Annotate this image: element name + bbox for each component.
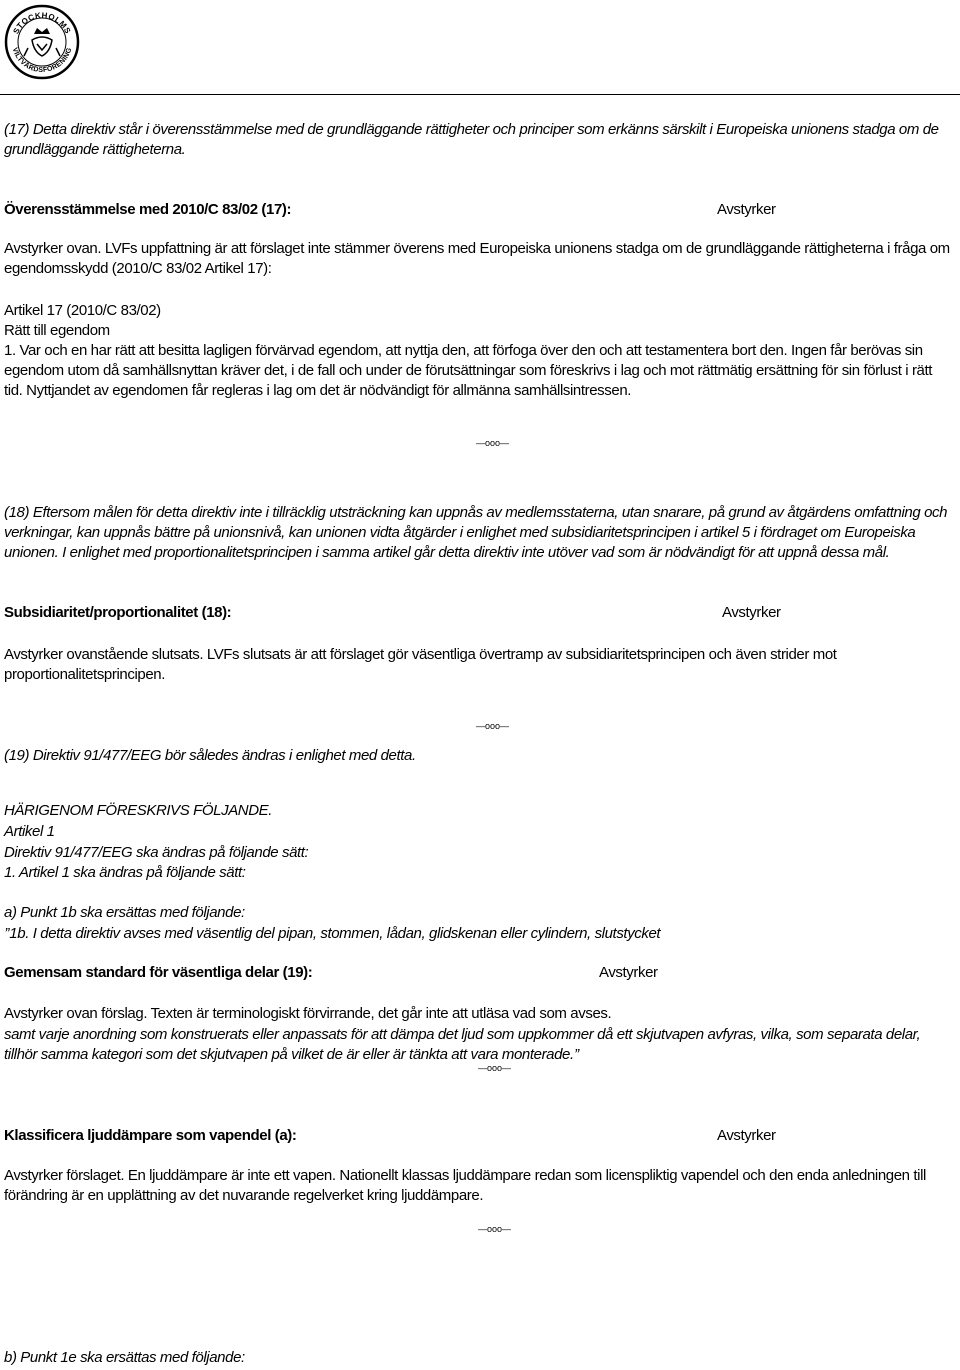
section-a-verdict: Avstyrker bbox=[717, 1127, 776, 1144]
section-19-quote: samt varje anordning som konstruerats eller anpassats för att dämpa det ljud som uppkommer då ett skjutvapen avfyras, vilka, som separata delar, tillhör samma kategori som det skjutvapen på vilket de är eller är tänkta att vara monterade.’’ bbox=[4, 1026, 921, 1063]
article-17-subtitle: Rätt till egendom bbox=[4, 322, 110, 339]
separator: —ooo— bbox=[476, 721, 510, 731]
point-b-title: b) Punkt 1e ska ersättas med följande: bbox=[4, 1349, 245, 1366]
section-17-heading: Överensstämmelse med 2010/C 83/02 (17): bbox=[4, 201, 292, 218]
section-18-heading-row bbox=[4, 603, 954, 623]
recital-17: (17) Detta direktiv står i överensstämmelse med de grundläggande rättigheter och principer som erkänns särskilt i Europeiska unionens stadga om de grundläggande rättigheterna. bbox=[4, 121, 939, 158]
section-a-comment: Avstyrker förslaget. En ljuddämpare är inte ett vapen. Nationellt klassas ljuddämpare redan som licenspliktig vapendel och den enda anledningen till förändring är en upplättning av det nuvarande regelverket kring ljuddämpare. bbox=[4, 1167, 926, 1204]
article-1-amend-line: 1. Artikel 1 ska ändras på följande sätt: bbox=[4, 864, 246, 881]
section-19-verdict: Avstyrker bbox=[599, 964, 658, 981]
association-seal-logo bbox=[4, 4, 80, 80]
article-17-title: Artikel 17 (2010/C 83/02) bbox=[4, 302, 161, 319]
article-1-title: Artikel 1 bbox=[4, 823, 55, 840]
section-18-comment: Avstyrker ovanstående slutsats. LVFs slutsats är att förslaget gör väsentliga övertramp av subsidiaritetsprincipen och även strider mot proportionalitetsprincipen. bbox=[4, 646, 837, 683]
point-a-text: ’’1b. I detta direktiv avses med väsentlig del pipan, stommen, lådan, glidskenan eller cylindern, slutstycket bbox=[4, 925, 661, 942]
logo-bottom-text: VILTVÅRDSFÖRENING bbox=[10, 46, 74, 75]
separator: —ooo— bbox=[478, 1224, 512, 1234]
point-a-title: a) Punkt 1b ska ersättas med följande: bbox=[4, 904, 245, 921]
section-a-heading: Klassificera ljuddämpare som vapendel (a): bbox=[4, 1127, 297, 1144]
separator: —ooo— bbox=[476, 438, 510, 448]
article-17-text: 1. Var och en har rätt att besitta lagligen förvärvad egendom, att nyttja den, att förfoga över den och att testamentera bort den. Ingen får berövas sin egendom utom då samhällsnyttan kräver det, i de fall och under de förutsättningar som föreskrivs i lag och mot rättmätig ersättning för sin förlust i rätt tid. Nyttjandet av egendomen får regleras i lag om det är nödvändigt för allmänna samhällsintressen. bbox=[4, 342, 933, 399]
section-a-heading-row bbox=[4, 1126, 954, 1146]
section-18-heading: Subsidiaritet/proportionalitet (18): bbox=[4, 604, 232, 621]
separator: —ooo— bbox=[478, 1063, 512, 1073]
enacting-formula: HÄRIGENOM FÖRESKRIVS FÖLJANDE. bbox=[4, 802, 273, 819]
section-17-heading-row bbox=[4, 200, 954, 220]
section-17-comment: Avstyrker ovan. LVFs uppfattning är att förslaget inte stämmer överens med Europeiska unionens stadga om de grundläggande rättigheterna i fråga om egendomsskydd (2010/C 83/02 Artikel 17): bbox=[4, 240, 950, 277]
section-17-verdict: Avstyrker bbox=[717, 201, 776, 218]
section-18-verdict: Avstyrker bbox=[722, 604, 781, 621]
section-19-comment: Avstyrker ovan förslag. Texten är terminologiskt förvirrande, det går inte att utläsa vad som avses. bbox=[4, 1005, 612, 1022]
section-19-heading: Gemensam standard för väsentliga delar (19): bbox=[4, 964, 313, 981]
directive-amend-line: Direktiv 91/477/EEG ska ändras på följande sätt: bbox=[4, 844, 309, 861]
recital-18: (18) Eftersom målen för detta direktiv inte i tillräcklig utsträckning kan uppnås av medlemsstaterna, utan snarare, på grund av åtgärdens omfattning och verkningar, kan uppnås bättre på unionsnivå, kan unionen vidta åtgärder i enlighet med subsidiaritetsprincipen i artikel 5 i fördraget om Europeiska unionen. I enlighet med proportionalitetsprincipen i samma artikel går detta direktiv inte utöver vad som är nödvändigt för att uppnå dessa mål. bbox=[4, 504, 948, 561]
recital-19: (19) Direktiv 91/477/EEG bör således ändras i enlighet med detta. bbox=[4, 747, 416, 764]
header-rule bbox=[0, 94, 960, 95]
section-19-heading-row bbox=[4, 963, 954, 983]
logo-top-text: STOCKHOLMS bbox=[11, 10, 73, 36]
